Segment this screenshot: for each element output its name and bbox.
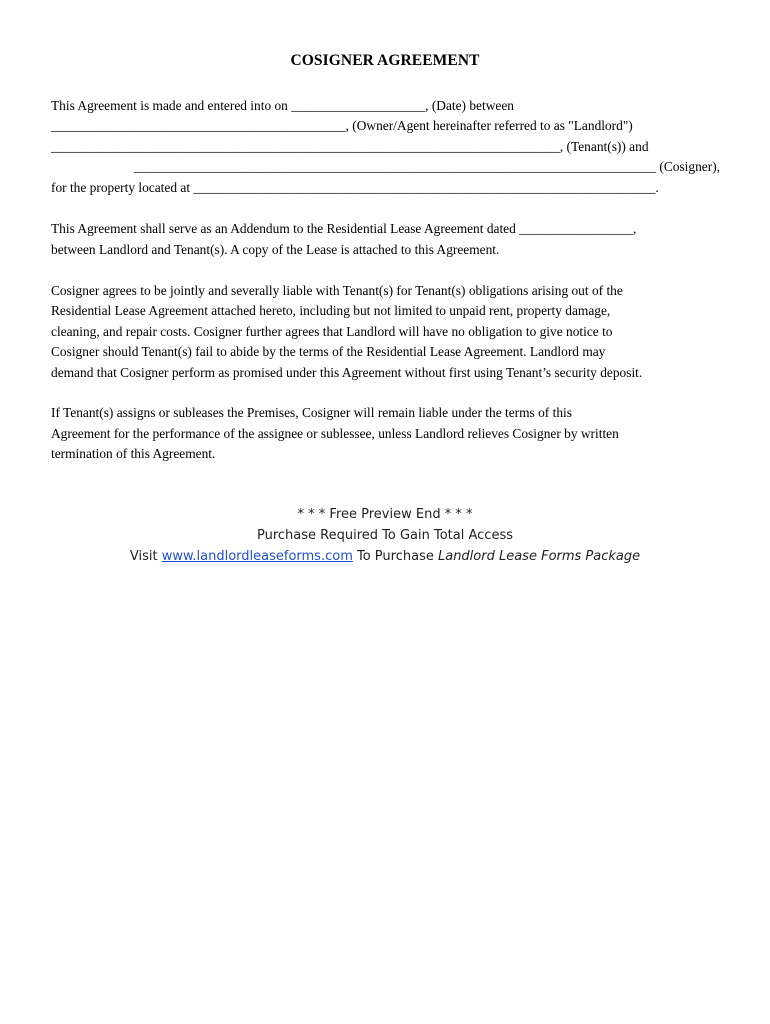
visit-prefix: Visit xyxy=(129,549,162,564)
sublease-line-1: If Tenant(s) assigns or subleases the Premises, Cosigner will remain liable under the terms of this xyxy=(51,405,572,420)
package-name: Landlord Lease Forms Package xyxy=(437,549,641,564)
intro-line-landlord: ____________________________________________, (Owner/Agent hereinafter referred to as "Landlord") xyxy=(51,118,633,133)
document-title: COSIGNER AGREEMENT xyxy=(290,52,480,69)
liability-line-3: cleaning, and repair costs. Cosigner further agrees that Landlord will have no obligation to give notice to xyxy=(51,324,613,339)
liability-line-2: Residential Lease Agreement attached hereto, including but not limited to unpaid rent, property damage, xyxy=(51,303,611,318)
sublease-line-3: termination of this Agreement. xyxy=(51,446,216,461)
sublease-line-2: Agreement for the performance of the assignee or sublessee, unless Landlord relieves Cosigner by written xyxy=(51,426,619,441)
preview-end-notice: * * * Free Preview End * * * xyxy=(297,507,473,522)
visit-line xyxy=(0,549,770,564)
addendum-line-2: between Landlord and Tenant(s). A copy of the Lease is attached to this Agreement. xyxy=(51,242,500,257)
intro-line-tenants: ____________________________________________________________________________, (Tenant(s)) and xyxy=(51,139,649,154)
intro-line-date: This Agreement is made and entered into on ____________________, (Date) between xyxy=(51,98,514,113)
intro-line-property: for the property located at _____________________________________________________________________. xyxy=(51,180,659,195)
liability-line-1: Cosigner agrees to be jointly and severally liable with Tenant(s) for Tenant(s) obligations arising out of the xyxy=(51,283,623,298)
liability-line-5: demand that Cosigner perform as promised under this Agreement without first using Tenant’s security deposit. xyxy=(51,365,643,380)
addendum-line-1: This Agreement shall serve as an Addendum to the Residential Lease Agreement dated _________________, xyxy=(51,221,637,236)
intro-line-cosigner: ______________________________________________________________________________ (Cosigner), xyxy=(133,159,720,174)
visit-middle: To Purchase xyxy=(352,549,438,564)
liability-line-4: Cosigner should Tenant(s) fail to abide by the terms of the Residential Lease Agreement. Landlord may xyxy=(51,344,606,359)
landlord-lease-forms-link[interactable]: www.landlordleaseforms.com xyxy=(161,549,353,564)
purchase-notice: Purchase Required To Gain Total Access xyxy=(257,528,513,543)
